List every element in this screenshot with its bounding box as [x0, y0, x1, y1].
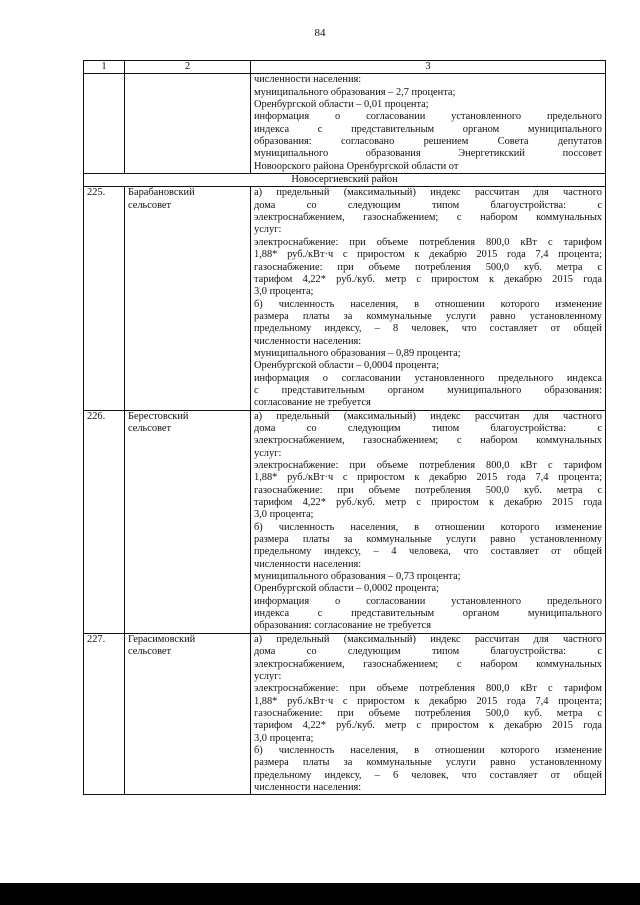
table-row — [84, 187, 606, 410]
text-line: дома со следующим типом благоустройства: с — [254, 646, 602, 658]
municipality-name: Барабановский — [128, 187, 195, 199]
text-line: муниципального образования – 0,73 процента; — [254, 571, 461, 583]
municipality-name-cell — [125, 410, 251, 633]
text-line: индекса с представительным органом муниципального — [254, 123, 602, 135]
municipality-type: сельсовет — [128, 199, 172, 211]
text-line: размера платы за коммунальные услуги равно установленному — [254, 757, 602, 769]
text-line: электроснабжение: при объеме потребления 800,0 кВт с тарифом — [254, 683, 602, 695]
index-info-cell — [251, 410, 606, 633]
text-line: информация о согласовании установленного предельного — [254, 111, 602, 123]
text-line: тарифом 4,22* руб./куб. метр с приростом к декабрю 2015 года — [254, 720, 602, 732]
text-line: тарифом 4,22* руб./куб. метр с приростом к декабрю 2015 года — [254, 273, 602, 285]
text-line: б) численность населения, в отношении которого изменение — [254, 298, 602, 310]
text-line: услуг: — [254, 447, 282, 459]
text-line: Оренбургской области – 0,01 процента; — [254, 99, 429, 111]
text-line: численности населения: — [254, 335, 362, 347]
text-line: услуг: — [254, 670, 282, 682]
text-line: информация о согласовании установленного предельного индекса — [254, 372, 602, 384]
text-line: муниципального образования – 0,89 процента; — [254, 347, 461, 359]
text-line: согласование не требуется — [254, 397, 371, 409]
tariff-index-table — [83, 60, 606, 795]
municipality-name: Герасимовский — [128, 633, 196, 645]
text-line: муниципального образования Энергетикский поссовет — [254, 148, 602, 160]
text-line: Оренбургской области – 0,0002 процента; — [254, 583, 440, 595]
text-line: 3,0 процента; — [254, 732, 314, 744]
text-line: б) численность населения, в отношении которого изменение — [254, 744, 602, 756]
header-col-1: 1 — [84, 61, 125, 74]
region-row — [84, 174, 606, 187]
scan-edge-band — [0, 883, 640, 905]
text-line: 1,88* руб./кВт·ч с приростом к декабрю 2015 года 7,4 процента; — [254, 472, 602, 484]
text-line: 1,88* руб./кВт·ч с приростом к декабрю 2015 года 7,4 процента; — [254, 695, 602, 707]
text-line: 3,0 процента; — [254, 286, 314, 298]
text-line: предельному индексу, – 4 человека, что составляет от общей — [254, 546, 602, 558]
municipality-type: сельсовет — [128, 422, 172, 434]
text-line: численности населения: — [254, 558, 362, 570]
text-line: 3,0 процента; — [254, 509, 314, 521]
text-line: образования: согласовано решением Совета депутатов — [254, 136, 602, 148]
continuation-text-cell — [251, 74, 606, 174]
text-line: а) предельный (максимальный) индекс рассчитан для частного — [254, 410, 602, 422]
text-line: 1,88* руб./кВт·ч с приростом к декабрю 2015 года 7,4 процента; — [254, 249, 602, 261]
text-line: а) предельный (максимальный) индекс рассчитан для частного — [254, 187, 602, 199]
table-row — [84, 410, 606, 633]
row-number: 226. — [84, 410, 125, 633]
text-line: электроснабжение: при объеме потребления 800,0 кВт с тарифом — [254, 460, 602, 471]
municipality-name: Берестовский — [128, 410, 189, 422]
text-line: тарифом 4,22* руб./куб. метр с приростом к декабрю 2015 года — [254, 497, 602, 509]
text-line: размера платы за коммунальные услуги равно установленному — [254, 310, 602, 322]
text-line: образования: согласование не требуется — [254, 620, 432, 632]
text-line: дома со следующим типом благоустройства: с — [254, 199, 602, 211]
header-col-2: 2 — [125, 61, 251, 74]
region-title: Новосергиевский район — [84, 174, 606, 187]
text-line: Новоорского района Оренбургской области от — [254, 160, 459, 172]
text-line: газоснабжение: при объеме потребления 500,0 куб. метра с — [254, 707, 602, 719]
municipality-type: сельсовет — [128, 646, 172, 658]
text-line: предельному индексу, – 8 человек, что составляет от общей — [254, 323, 602, 335]
index-info-cell — [251, 187, 606, 410]
text-line: услуг: — [254, 224, 282, 236]
text-line: с представительным органом муниципального образования: — [254, 384, 602, 396]
text-line: размера платы за коммунальные услуги равно установленному — [254, 534, 602, 546]
row-number: 227. — [84, 633, 125, 794]
continuation-num-cell — [84, 74, 125, 174]
text-line: индекса с представительным органом муниципального — [254, 608, 602, 620]
continuation-name-cell — [125, 74, 251, 174]
text-line: электроснабжением, газоснабжением; с набором коммунальных — [254, 435, 602, 447]
text-line: электроснабжением, газоснабжением; с набором коммунальных — [254, 658, 602, 670]
text-line: б) численность населения, в отношении которого изменение — [254, 521, 602, 533]
table-header-row — [84, 61, 606, 74]
text-line: информация о согласовании установленного предельного — [254, 595, 602, 607]
page-number: 84 — [314, 27, 326, 39]
text-line: Оренбургской области – 0,0004 процента; — [254, 360, 440, 372]
table-row — [84, 633, 606, 794]
text-line: дома со следующим типом благоустройства: с — [254, 422, 602, 434]
text-line: электроснабжением, газоснабжением; с набором коммунальных — [254, 212, 602, 224]
text-line: газоснабжение: при объеме потребления 500,0 куб. метра с — [254, 261, 602, 273]
text-line: а) предельный (максимальный) индекс рассчитан для частного — [254, 633, 602, 645]
text-line: численности населения: — [254, 781, 362, 793]
header-col-3: 3 — [251, 61, 606, 74]
municipality-name-cell — [125, 187, 251, 410]
text-line: электроснабжение: при объеме потребления 800,0 кВт с тарифом — [254, 236, 602, 248]
row-number: 225. — [84, 187, 125, 410]
text-line: численности населения: — [254, 74, 362, 86]
continuation-row — [84, 74, 606, 174]
text-line: предельному индексу, – 6 человек, что составляет от общей — [254, 769, 602, 781]
text-line: муниципального образования – 2,7 процента; — [254, 86, 456, 98]
index-info-cell — [251, 633, 606, 794]
municipality-name-cell — [125, 633, 251, 794]
text-line: газоснабжение: при объеме потребления 500,0 куб. метра с — [254, 484, 602, 496]
